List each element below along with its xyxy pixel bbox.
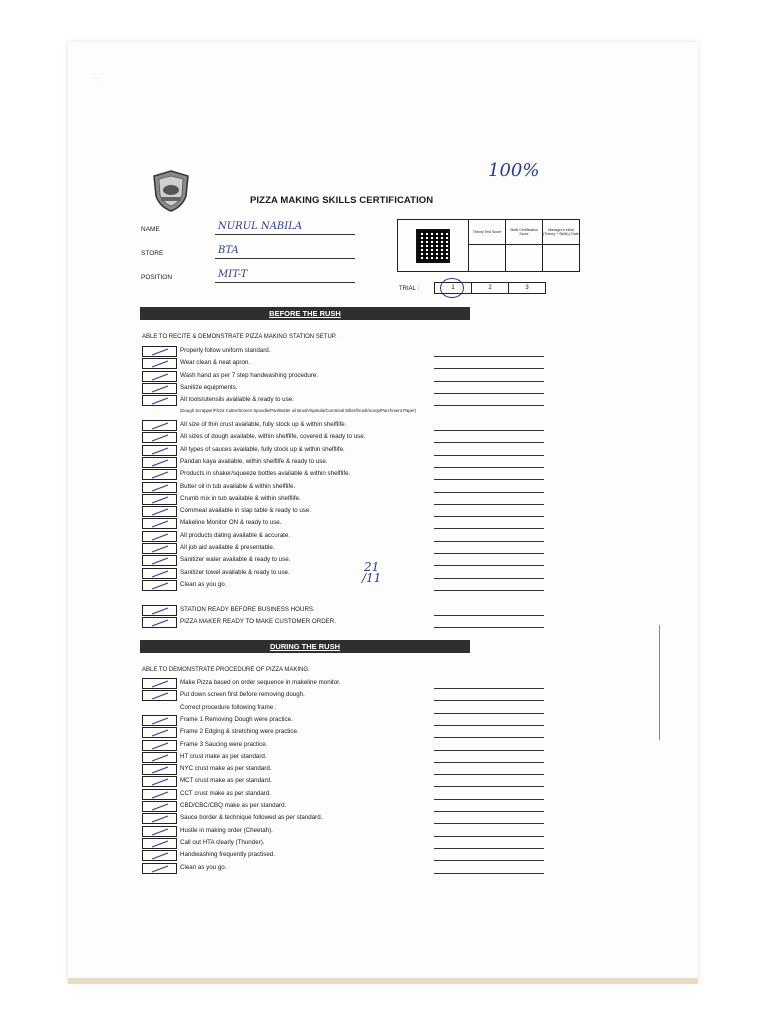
checkbox[interactable] — [142, 740, 177, 751]
checklist-item-text: Sauce border & technique followed as per standard. — [180, 814, 323, 822]
before-heading: ABLE TO RECITE & DEMONSTRATE PIZZA MAKING STATION SETUP. — [142, 334, 337, 340]
qr-code — [398, 220, 469, 272]
tick-mark-icon — [151, 778, 169, 786]
checklist-item-text: Sanitizer towel available & ready to use. — [180, 568, 290, 576]
checkbox[interactable] — [142, 383, 177, 394]
checklist-item-text: All products dating available & accurate. — [180, 531, 291, 539]
remark-line[interactable] — [434, 725, 544, 726]
tick-mark-icon — [151, 471, 169, 479]
checklist-row — [142, 469, 546, 481]
checklist-row — [142, 580, 546, 592]
tick-mark-icon — [151, 434, 169, 442]
remark-line[interactable] — [434, 528, 544, 529]
tick-mark-icon — [151, 607, 169, 615]
checklist-row — [142, 863, 546, 875]
paper-specks: · · · — [95, 75, 100, 87]
tick-mark-icon — [151, 533, 169, 541]
field-label: POSITION — [141, 274, 173, 281]
checklist-item-text: Put down screen first before removing dough. — [180, 691, 305, 699]
checklist-row — [142, 801, 546, 813]
remark-line[interactable] — [434, 860, 544, 861]
checklist-row — [142, 740, 546, 752]
score-header: Manager's Initial (Theory + Skills) | Date — [543, 220, 580, 245]
field-value[interactable]: BTA — [218, 245, 239, 256]
tick-mark-icon — [151, 828, 169, 836]
checkbox[interactable] — [142, 346, 177, 357]
remark-line[interactable] — [434, 750, 544, 751]
remark-line[interactable] — [434, 504, 544, 505]
checklist-item-text: NYC crust make as per standard. — [180, 765, 272, 773]
checkbox[interactable] — [142, 838, 177, 849]
form-title: PIZZA MAKING SKILLS CERTIFICATION — [250, 195, 434, 206]
checklist-item-text: Handwashing frequently practised. — [180, 851, 275, 859]
score-cell[interactable] — [506, 245, 543, 272]
checklist-row — [142, 850, 546, 862]
tick-mark-icon — [151, 742, 169, 750]
trial-circle — [440, 278, 464, 298]
checklist-row — [142, 690, 546, 702]
remark-line[interactable] — [434, 836, 544, 837]
checklist-row — [142, 776, 546, 788]
checklist-item-text: Frame 3 Saucing were practice. — [180, 740, 268, 748]
checklist-item-text: HT crust make as per standard. — [180, 752, 267, 760]
trial-cell[interactable]: 3 — [509, 283, 546, 294]
checklist-row — [142, 432, 546, 444]
checkbox[interactable] — [142, 518, 177, 529]
tick-mark-icon — [151, 570, 169, 578]
checklist-row — [142, 494, 546, 506]
score-header: Skills Certification Score — [506, 220, 543, 245]
checkbox[interactable] — [142, 580, 177, 591]
scan-line — [659, 625, 660, 740]
checklist-row — [142, 826, 546, 838]
checklist-item-text: Call out HTA clearly (Thunder). — [180, 838, 265, 846]
remark-line[interactable] — [434, 700, 544, 701]
checkbox[interactable] — [142, 752, 177, 763]
checkbox[interactable] — [142, 469, 177, 480]
checkbox[interactable] — [142, 531, 177, 542]
checklist-item-text: Make Pizza based on order sequence in makeline monitor. — [180, 679, 341, 686]
tick-mark-icon — [151, 557, 169, 565]
field-label: STORE — [141, 250, 164, 257]
tick-mark-icon — [151, 865, 169, 873]
trial-cell[interactable]: 1 — [435, 283, 472, 294]
remark-line[interactable] — [434, 393, 544, 394]
tick-mark-icon — [151, 619, 169, 627]
checklist-item-text: Makeline Monitor ON & ready to use. — [180, 519, 282, 527]
tick-mark-icon — [151, 545, 169, 553]
tick-mark-icon — [151, 815, 169, 823]
before-rush-bar: BEFORE THE RUSH — [140, 307, 470, 320]
checkbox[interactable] — [142, 494, 177, 505]
tick-mark-icon — [151, 447, 169, 455]
remark-line[interactable] — [434, 786, 544, 787]
field-line[interactable] — [215, 234, 355, 235]
checkbox[interactable] — [142, 432, 177, 443]
tick-mark-icon — [151, 484, 169, 492]
checkbox[interactable] — [142, 543, 177, 554]
remark-line[interactable] — [434, 442, 544, 443]
remark-line[interactable] — [434, 799, 544, 800]
checklist-row — [142, 543, 546, 555]
paper-edge — [68, 978, 698, 984]
score-table — [397, 219, 580, 272]
checklist-row — [142, 764, 546, 776]
checklist-item-text: Clean as you go. — [180, 863, 227, 871]
tick-mark-icon — [151, 385, 169, 393]
score-cell[interactable] — [469, 245, 506, 272]
date-note: 21 /11 — [362, 560, 382, 585]
checkbox[interactable] — [142, 789, 177, 800]
checkbox[interactable] — [142, 555, 177, 566]
checklist-row — [142, 555, 546, 567]
checklist-item-text: Wash hand as per 7 step handwashing procedure. — [180, 371, 319, 379]
checkbox[interactable] — [142, 715, 177, 726]
remark-line[interactable] — [434, 356, 544, 357]
checklist-item-text: All size of thin crust available, fully stock up & within shelflife. — [180, 421, 347, 428]
remark-line[interactable] — [434, 590, 544, 591]
checklist-item-text: Properly follow uniform standard. — [180, 347, 271, 354]
checkbox[interactable] — [142, 690, 177, 701]
checklist-row — [142, 346, 546, 358]
tick-mark-icon — [151, 422, 169, 430]
checklist-row — [142, 617, 546, 629]
remark-line[interactable] — [434, 565, 544, 566]
tick-mark-icon — [151, 496, 169, 504]
checkbox[interactable] — [142, 776, 177, 787]
remark-line[interactable] — [434, 688, 544, 689]
field-label: NAME — [141, 226, 160, 233]
checklist-row — [142, 789, 546, 801]
checkbox[interactable] — [142, 506, 177, 517]
checkbox[interactable] — [142, 863, 177, 874]
remark-line[interactable] — [434, 713, 544, 714]
checkbox[interactable] — [142, 801, 177, 812]
checklist-row — [142, 703, 546, 715]
remark-line[interactable] — [434, 405, 544, 406]
checklist-row — [142, 531, 546, 543]
checklist-row — [142, 838, 546, 850]
remark-line[interactable] — [434, 492, 544, 493]
checklist-row — [142, 506, 546, 518]
checkbox[interactable] — [142, 445, 177, 456]
checklist-item-text: CBD/CBC/CBQ make as per standard. — [180, 802, 287, 809]
checkbox[interactable] — [142, 826, 177, 837]
tick-mark-icon — [151, 717, 169, 725]
score-header: Theory Test Score — [469, 220, 506, 245]
checklist-item-text: All sizes of dough available, within shelflife, covered & ready to use. — [180, 433, 366, 441]
checklist-item-text: Pandan kaya available, within shelflife & ready to use. — [180, 457, 328, 465]
checklist-item-text: Products in shaker/squeeze bottles available & within shelflife. — [180, 470, 351, 478]
tick-mark-icon — [151, 754, 169, 762]
checklist-item-text: Hustle in making order (Cheetah). — [180, 826, 273, 834]
checklist-item-text: Wear clean & neat apron. — [180, 359, 251, 367]
checklist-item-text: Correct procedure following frame : — [180, 703, 277, 711]
checklist-item-text: Frame 2 Edging & stretching were practice. — [180, 728, 299, 736]
field-line[interactable] — [215, 258, 355, 259]
checkbox[interactable] — [142, 482, 177, 493]
remark-line[interactable] — [434, 811, 544, 812]
remark-line[interactable] — [434, 467, 544, 468]
remark-line[interactable] — [434, 823, 544, 824]
remark-line[interactable] — [434, 762, 544, 763]
checkbox[interactable] — [142, 457, 177, 468]
checklist-item-text: All types of sauces available, fully stock up & within shelflife. — [180, 445, 345, 453]
checklist-row — [142, 445, 546, 457]
remark-line[interactable] — [434, 848, 544, 849]
checklist-row — [142, 395, 546, 407]
remark-line[interactable] — [434, 578, 544, 579]
tick-mark-icon — [151, 729, 169, 737]
checklist-item-text: All job aid available & presentable. — [180, 544, 275, 551]
checklist-item-text: Sanitizer water available & ready to use. — [180, 556, 291, 564]
tick-mark-icon — [151, 766, 169, 774]
checklist-row — [142, 420, 546, 432]
checkbox[interactable] — [142, 605, 177, 616]
checkbox[interactable] — [142, 568, 177, 579]
checklist-item-text: Cornmeal available in slap table & ready to use. — [180, 507, 312, 515]
checklist-row — [142, 371, 546, 383]
field-value[interactable]: NURUL NABILA — [218, 221, 303, 232]
shield-logo — [152, 170, 190, 212]
checklist-item-text: Clean as you go. — [180, 580, 227, 588]
tick-mark-icon — [151, 360, 169, 368]
checkbox[interactable] — [142, 678, 177, 689]
checklist-row — [142, 482, 546, 494]
remark-line[interactable] — [434, 479, 544, 480]
remark-line[interactable] — [434, 455, 544, 456]
checkbox[interactable] — [142, 395, 177, 406]
checkbox[interactable] — [142, 813, 177, 824]
remark-line[interactable] — [434, 774, 544, 775]
tools-note: (Dough Scrapper/Pizza Cutter/Screen Spoodle/Pan/Butter oil Brush/Spatula/Cornmeal Sifter/brush/scoop/Parchment Paper) — [180, 408, 416, 413]
checkbox[interactable] — [142, 420, 177, 431]
checklist-item-text: Sanitize equipments. — [180, 383, 238, 391]
checklist-row — [142, 518, 546, 530]
remark-line[interactable] — [434, 381, 544, 382]
remark-line[interactable] — [434, 430, 544, 431]
checklist-item-text: Frame 1 Removing Dough were practice. — [180, 715, 293, 723]
checkbox[interactable] — [142, 358, 177, 369]
remark-line[interactable] — [434, 627, 544, 628]
tick-mark-icon — [151, 840, 169, 848]
checkbox[interactable] — [142, 371, 177, 382]
checklist-row — [142, 727, 546, 739]
checklist-row — [142, 605, 546, 617]
field-value[interactable]: MIT-T — [218, 269, 248, 280]
checklist-row — [142, 678, 546, 690]
checklist-row — [142, 457, 546, 469]
checklist-item-text: MCT crust make as per standard. — [180, 777, 272, 785]
during-rush-bar: DURING THE RUSH — [140, 640, 470, 653]
field-line[interactable] — [215, 282, 355, 283]
remark-line[interactable] — [434, 737, 544, 738]
remark-line[interactable] — [434, 516, 544, 517]
checklist-row — [142, 715, 546, 727]
tick-mark-icon — [151, 680, 169, 688]
tick-mark-icon — [151, 803, 169, 811]
score-note: 100% — [488, 160, 540, 181]
tick-mark-icon — [151, 582, 169, 590]
remark-line[interactable] — [434, 553, 544, 554]
tick-mark-icon — [151, 459, 169, 467]
tick-mark-icon — [151, 520, 169, 528]
checkbox[interactable] — [142, 850, 177, 861]
remark-line[interactable] — [434, 873, 544, 874]
checkbox[interactable] — [142, 727, 177, 738]
checkbox[interactable] — [142, 764, 177, 775]
tick-mark-icon — [151, 348, 169, 356]
checklist-row — [142, 383, 546, 395]
checklist-item-text: Crumb mix in tub available & within shelflife. — [180, 494, 301, 502]
tick-mark-icon — [151, 852, 169, 860]
remark-line[interactable] — [434, 368, 544, 369]
checklist-item-text: All tools/utensils available & ready to use. — [180, 396, 294, 404]
tick-mark-icon — [151, 373, 169, 381]
checklist-row — [142, 568, 546, 580]
score-cell[interactable] — [543, 245, 580, 272]
tick-mark-icon — [151, 397, 169, 405]
checklist-item-text: Butter oil in tub available & within shelflife. — [180, 482, 296, 490]
trial-label: TRIAL : — [399, 286, 420, 292]
tick-mark-icon — [151, 692, 169, 700]
remark-line[interactable] — [434, 615, 544, 616]
during-heading: ABLE TO DEMONSTRATE PROCEDURE OF PIZZA MAKING. — [142, 667, 310, 673]
remark-line[interactable] — [434, 541, 544, 542]
tick-mark-icon — [151, 508, 169, 516]
checklist-item-text: PIZZA MAKER READY TO MAKE CUSTOMER ORDER. — [180, 618, 336, 626]
checklist-row — [142, 358, 546, 370]
checklist-row — [142, 813, 546, 825]
checklist-item-text: STATION READY BEFORE BUSINESS HOURS. — [180, 606, 315, 613]
checklist-row — [142, 752, 546, 764]
trial-cell[interactable]: 2 — [472, 283, 509, 294]
checklist-item-text: CCT crust make as per standard. — [180, 789, 272, 797]
tick-mark-icon — [151, 791, 169, 799]
checkbox[interactable] — [142, 617, 177, 628]
